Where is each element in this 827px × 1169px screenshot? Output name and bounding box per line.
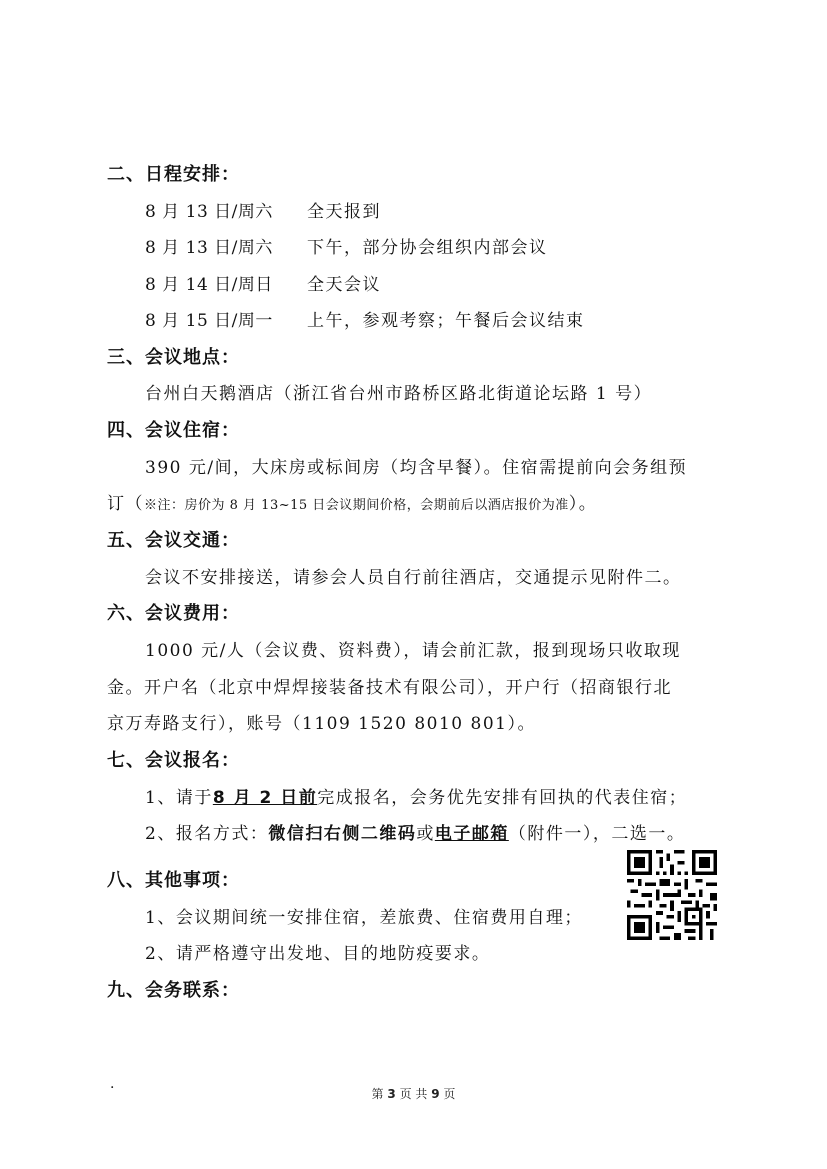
other-heading: 八、其他事项： bbox=[107, 870, 240, 891]
schedule-desc-1: 全天报到 bbox=[307, 202, 381, 222]
page-label-suffix: 页 bbox=[443, 1087, 456, 1101]
other-item-1: 1、会议期间统一安排住宿，差旅费、住宿费用自理； bbox=[145, 908, 583, 928]
schedule-date-3: 8 月 14 日/周日 bbox=[145, 275, 273, 295]
contact-heading: 九、会务联系： bbox=[107, 980, 240, 1001]
wechat-method: 微信扫右侧二维码 bbox=[268, 824, 417, 844]
lodging-heading: 四、会议住宿： bbox=[107, 420, 240, 441]
reg2-end: （附件一），二选一。 bbox=[508, 824, 686, 844]
schedule-desc-3: 全天会议 bbox=[307, 275, 381, 295]
footer-dot: · bbox=[110, 1080, 115, 1096]
lodging-line-2 bbox=[107, 489, 597, 514]
schedule-desc-4: 上午，参观考察；午餐后会议结束 bbox=[307, 311, 585, 331]
qr-code-icon bbox=[627, 850, 717, 940]
registration-deadline: 8 月 2 日前 bbox=[212, 788, 318, 808]
fee-heading: 六、会议费用： bbox=[107, 603, 240, 624]
registration-heading: 七、会议报名： bbox=[107, 750, 240, 771]
page-number bbox=[0, 1085, 827, 1102]
registration-line-1 bbox=[145, 783, 687, 808]
other-item-2: 2、请严格遵守出发地、目的地防疫要求。 bbox=[145, 944, 491, 964]
page-label-mid: 页 共 bbox=[399, 1087, 428, 1101]
fee-line-1: 1000 元/人（会议费、资料费），请会前汇款，报到现场只收取现 bbox=[145, 641, 681, 661]
lodging-line-1: 390 元/间，大床房或标间房（均含早餐）。住宿需提前向会务组预 bbox=[145, 458, 688, 478]
registration-line-2 bbox=[145, 819, 685, 844]
reg1-end: 完成报名，会务优先安排有回执的代表住宿； bbox=[317, 788, 688, 808]
transport-heading: 五、会议交通： bbox=[107, 530, 240, 551]
page-total: 9 bbox=[431, 1087, 440, 1101]
reg1-start: 1、请于 bbox=[145, 788, 213, 808]
page-current: 3 bbox=[387, 1087, 396, 1101]
lodging-line-2-end: ）。 bbox=[568, 494, 598, 514]
schedule-desc-2: 下午，部分协会组织内部会议 bbox=[307, 238, 548, 258]
page-label-prefix: 第 bbox=[371, 1087, 384, 1101]
lodging-line-2-start: 订（ bbox=[107, 494, 144, 514]
transport-text: 会议不安排接送，请参会人员自行前往酒店，交通提示见附件二。 bbox=[145, 568, 682, 588]
venue-text: 台州白天鹅酒店（浙江省台州市路桥区路北街道论坛路 1 号） bbox=[145, 384, 653, 404]
reg2-start: 2、报名方式： bbox=[145, 824, 269, 844]
lodging-note: ※注：房价为 8 月 13~15 日会议期间价格，会期前后以酒店报价为准 bbox=[144, 498, 569, 513]
schedule-date-4: 8 月 15 日/周一 bbox=[145, 311, 273, 331]
reg2-or: 或 bbox=[416, 824, 435, 844]
fee-line-3: 京万寿路支行），账号（1109 1520 8010 801）。 bbox=[107, 714, 536, 734]
schedule-date-2: 8 月 13 日/周六 bbox=[145, 238, 273, 258]
venue-heading: 三、会议地点： bbox=[107, 347, 240, 368]
fee-line-2: 金。开户名（北京中焊焊接装备技术有限公司），开户行（招商银行北 bbox=[107, 678, 672, 698]
schedule-heading: 二、日程安排： bbox=[107, 164, 240, 185]
schedule-date-1: 8 月 13 日/周六 bbox=[145, 202, 273, 222]
email-method: 电子邮箱 bbox=[434, 824, 509, 844]
